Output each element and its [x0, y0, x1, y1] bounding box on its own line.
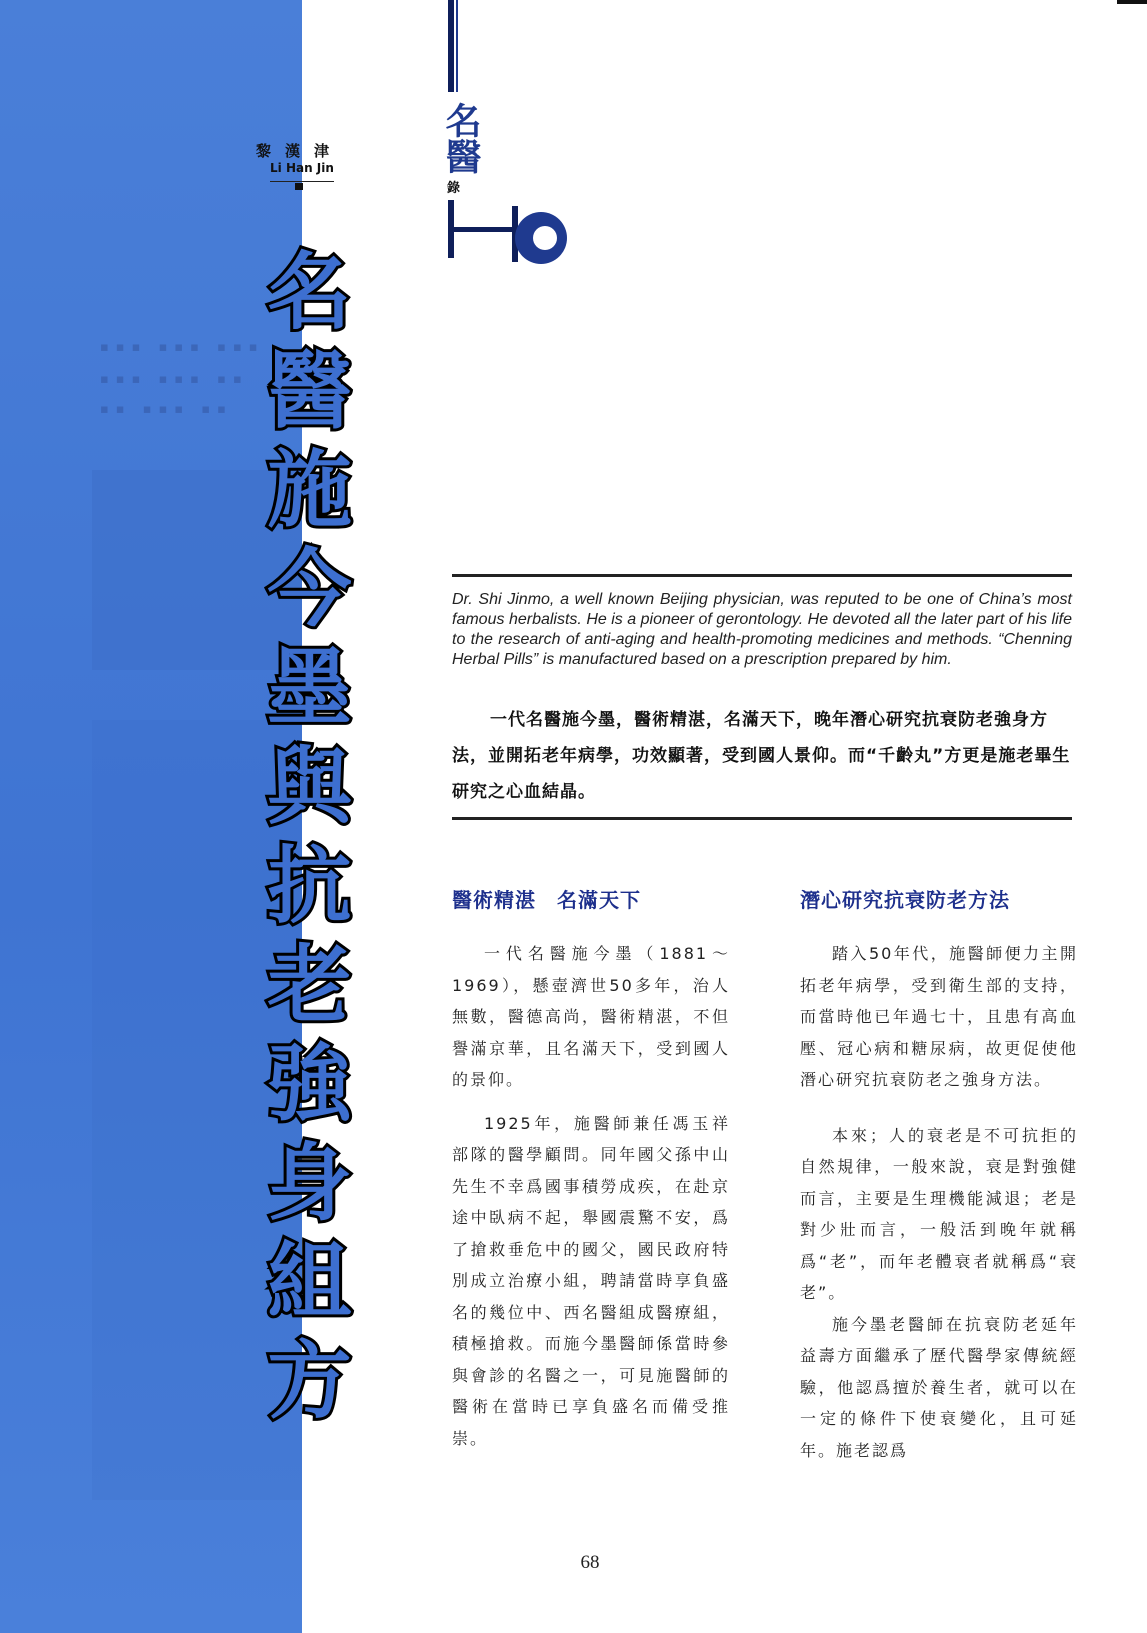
title-char: 抗	[267, 837, 352, 935]
page-number: 68	[580, 1552, 600, 1573]
article-column-left	[452, 938, 730, 1466]
bleed-through-text: ▪▪▪ ▪▪▪ ▪▪▪	[100, 340, 265, 355]
bleed-through-text: ▪▪ ▪▪▪ ▪▪	[100, 402, 233, 417]
intro-chinese: 一代名醫施今墨，醫術精湛，名滿天下，晚年潛心研究抗衰防老強身方法，並開拓老年病學，功效顯著，受到國人景仰。而“千齡丸”方更是施老畢生研究之心血結晶。	[452, 710, 1071, 802]
title-char: 組	[267, 1233, 352, 1331]
author-name-cn: 黎漢津	[256, 142, 344, 160]
paragraph: 踏入50年代，施醫師便力主開拓老年病學，受到衛生部的支持，而當時他已年過七十，且患有高血壓、冠心病和糖尿病，故更促使他潛心研究抗衰防老之強身方法。	[800, 944, 1078, 1089]
title-char: 身	[267, 1134, 352, 1232]
title-char: 方	[267, 1332, 352, 1430]
logo-bar-horizontal	[454, 227, 514, 232]
logo-bar-top	[448, 0, 454, 92]
title-char: 醫	[267, 342, 352, 440]
title-char: 與	[267, 738, 352, 836]
corner-mark	[1117, 0, 1147, 4]
title-char: 名	[267, 243, 352, 341]
title-char: 老	[267, 936, 352, 1034]
logo-c-icon	[515, 212, 567, 264]
section-heading: 潛心研究抗衰防老方法	[800, 888, 1010, 912]
paragraph: 一代名醫施今墨（1881～1969），懸壺濟世50多年，治人無數，醫德高尚，醫術精湛，不但譽滿京華，且名滿天下，受到國人的景仰。	[452, 944, 730, 1089]
title-char: 強	[267, 1035, 352, 1133]
author-name-en: Li Han Jin	[270, 161, 334, 175]
paragraph: 本來；人的衰老是不可抗拒的自然規律，一般來說，衰是對強健而言，主要是生理機能減退；老是對少壯而言，一般活到晚年就稱爲“老”，而年老體衰者就稱爲“衰老”。	[800, 1125, 1078, 1302]
intro-top-rule	[452, 574, 1072, 577]
logo-bar-top-thin	[456, 0, 458, 92]
intro-english: Dr. Shi Jinmo, a well known Beijing physician, was reputed to be one of China’s most famous herbalists. He is a pioneer of gerontology. He devoted all the later part of his life to the research of anti-aging and health-promoting medicines and methods. “Chenning Herbal Pills” is manufactured based on a prescription prepared by him.	[452, 591, 1072, 668]
logo-subtitle: 錄	[447, 181, 461, 196]
title-char: 今	[267, 540, 352, 638]
section-heading: 醫術精湛 名滿天下	[452, 888, 641, 912]
title-char: 施	[267, 441, 352, 539]
article-column-right	[800, 938, 1078, 1478]
logo-title: 名醫	[440, 102, 482, 174]
bleed-through-text: ▪▪▪ ▪▪▪ ▪▪	[100, 372, 249, 387]
intro-bottom-rule	[452, 817, 1072, 820]
author-marker	[295, 183, 303, 190]
paragraph: 施今墨老醫師在抗衰防老延年益壽方面繼承了歷代醫學家傳統經驗，他認爲擅於養生者，就可以在一定的條件下使衰變化，且可延年。施老認爲	[800, 1314, 1078, 1460]
title-char: 墨	[267, 639, 352, 737]
author-underline	[270, 181, 334, 182]
paragraph: 1925年，施醫師兼任馮玉祥部隊的醫學顧問。同年國父孫中山先生不幸爲國事積勞成疾，在赴京途中臥病不起，舉國震驚不安，爲了搶救垂危中的國父，國民政府特別成立治療小組，聘請當時享負盛名的幾位中、西名醫組成醫療組，積極搶救。而施今墨醫師係當時參與會診的名醫之一，可見施醫師的醫術在當時已享負盛名而備受推崇。	[452, 1113, 730, 1448]
